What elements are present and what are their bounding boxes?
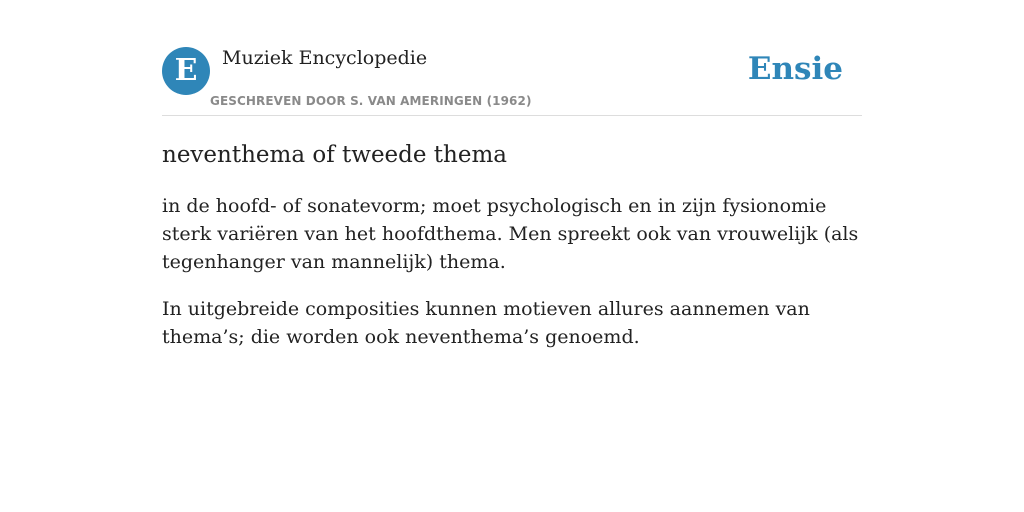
author-byline: GESCHREVEN DOOR S. VAN AMERINGEN (1962) — [210, 94, 532, 108]
entry-body — [162, 192, 862, 370]
encyclopedia-title-link[interactable]: Muziek Encyclopedie — [222, 47, 428, 69]
entry-paragraph: in de hoofd- of sonatevorm; moet psychologisch en in zijn fysionomie sterk variëren van het hoofdthema. Men spreekt ook van vrouwelijk (als tegenhanger van mannelijk) thema. — [162, 195, 859, 273]
page-container — [162, 0, 862, 512]
site-header — [162, 0, 862, 116]
ensie-brand-link[interactable]: Ensie — [747, 51, 843, 87]
encyclopedia-logo-icon[interactable]: E — [162, 47, 210, 95]
entry-title: neventhema of tweede thema — [162, 142, 507, 168]
entry-paragraph: In uitgebreide composities kunnen motieven allures aannemen van thema’s; die worden ook neventhema’s genoemd. — [162, 298, 810, 348]
